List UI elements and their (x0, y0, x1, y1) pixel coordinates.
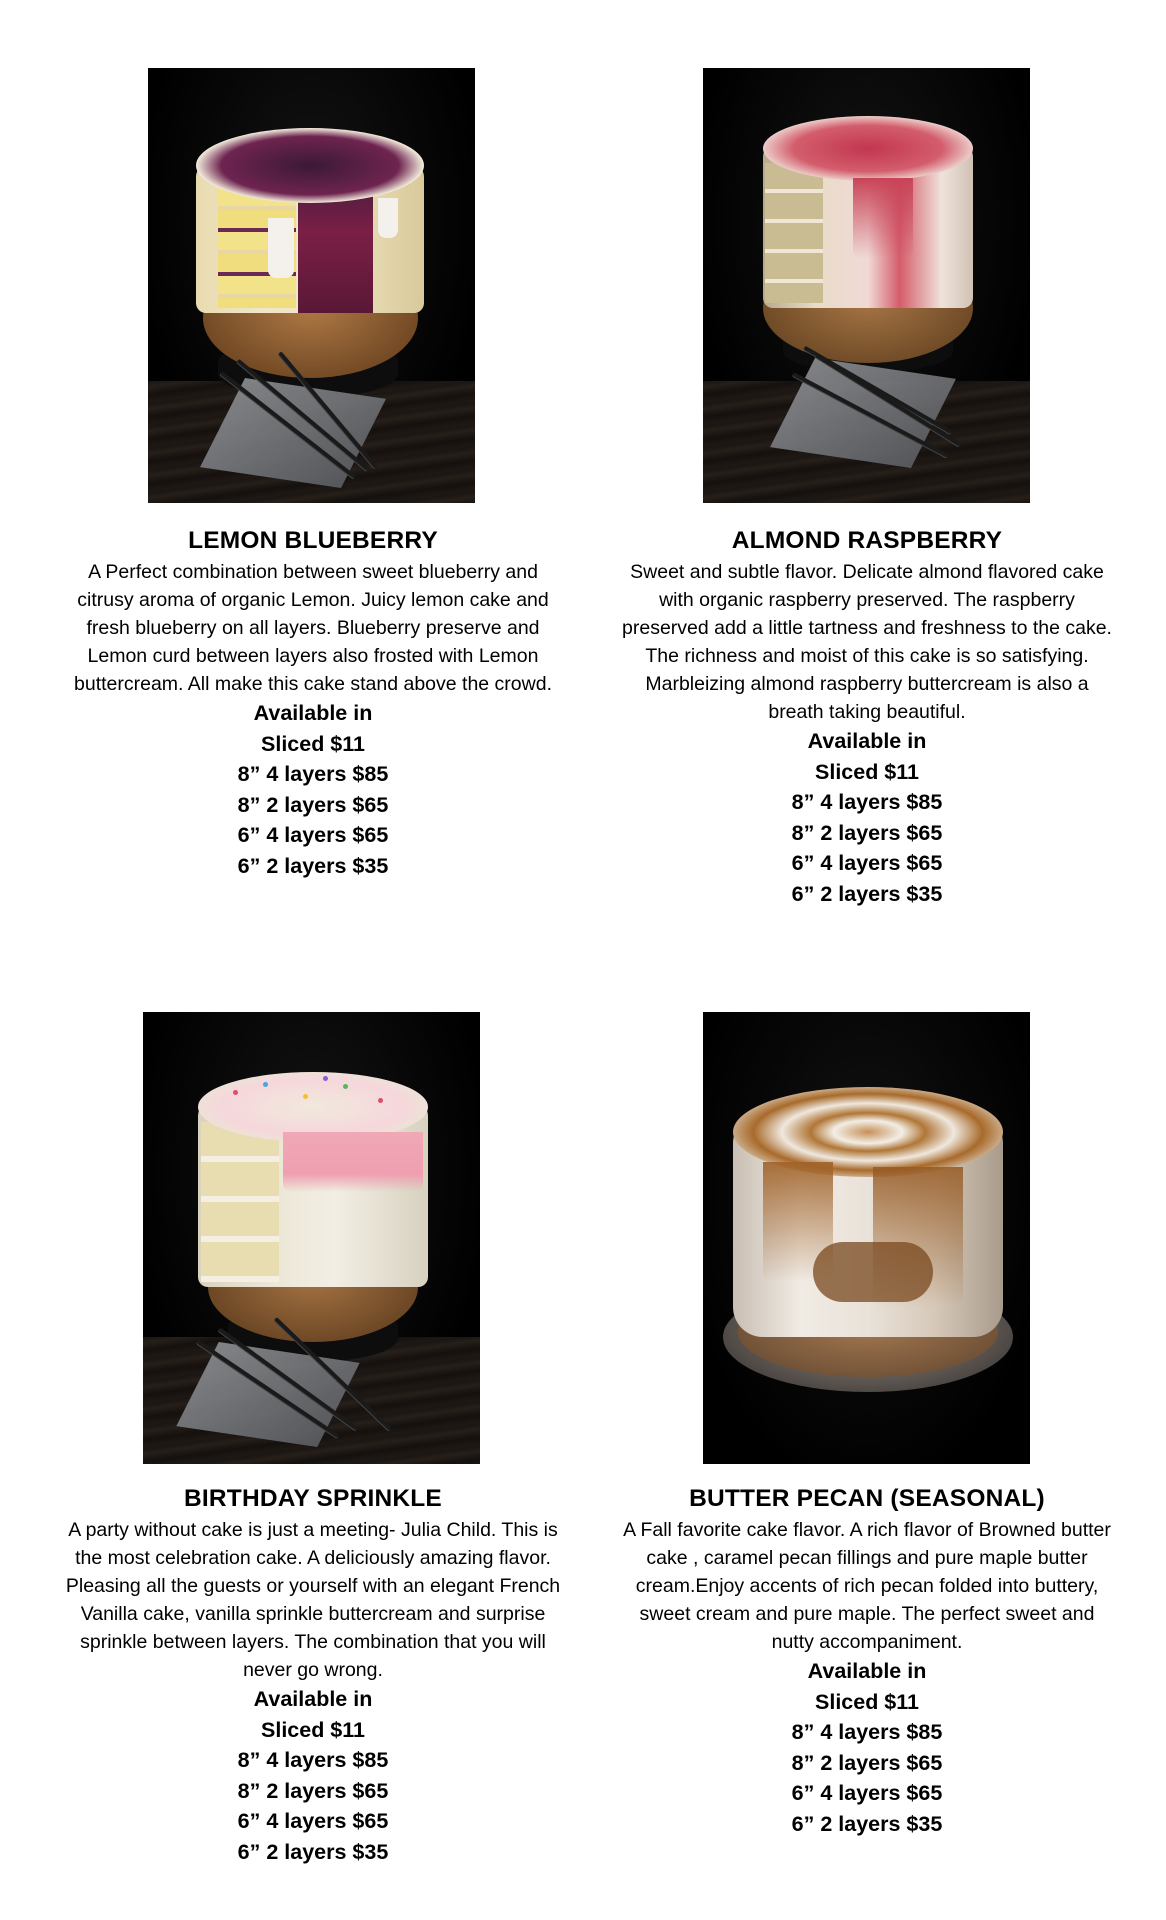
lemon-blueberry-cake-photo (148, 68, 475, 503)
price-sliced: Sliced $11 (261, 1717, 365, 1742)
price-8in-4-layers: 8” 4 layers $85 (791, 1720, 943, 1744)
butter-pecan-cake-photo (703, 1012, 1030, 1464)
price-8in-2-layers: 8” 2 layers $65 (237, 792, 389, 817)
price-6in-4-layers: 6” 4 layers $65 (791, 851, 943, 875)
cake-description: Sweet and subtle flavor. Delicate almond flavored cake with organic raspberry preserved. The raspberry preserved add a little tartness and freshness to the cake. The richness and moist of this cake is so satisfying. Marbleizing almond raspberry buttercream is also a breath taking beautiful. (622, 561, 1112, 723)
cake-description: A Fall favorite cake flavor. A rich flavor of Browned butter cake , caramel pecan fillings and pure maple butter cream.Enjoy accents of rich pecan folded into buttery, sweet cream and pure maple. The perfect sweet and nutty accompaniment. (623, 1519, 1111, 1653)
available-label: Available in (807, 1659, 927, 1683)
cake-title: BIRTHDAY SPRINKLE (184, 1485, 442, 1512)
birthday-sprinkle-cake-photo (143, 1012, 480, 1464)
available-label: Available in (253, 701, 373, 725)
available-label: Available in (253, 1687, 373, 1711)
cake-title: ALMOND RASPBERRY (731, 527, 1003, 554)
price-8in-4-layers: 8” 4 layers $85 (237, 1748, 389, 1772)
cake-card-almond-raspberry (622, 526, 1112, 909)
price-8in-2-layers: 8” 2 layers $65 (237, 1778, 389, 1803)
price-8in-2-layers: 8” 2 layers $65 (791, 820, 943, 845)
available-label: Available in (807, 729, 927, 753)
price-6in-2-layers: 6” 2 layers $35 (791, 1811, 943, 1836)
cake-title: BUTTER PECAN (SEASONAL) (689, 1485, 1045, 1512)
cake-description: A Perfect combination between sweet blueberry and citrusy aroma of organic Lemon. Juicy lemon cake and fresh blueberry on all layers. Blueberry preserve and Lemon curd between layers also frosted with Lemon buttercream. All make this cake stand above the crowd. (74, 561, 552, 695)
price-list (63, 1715, 563, 1868)
price-list (622, 757, 1112, 910)
price-8in-4-layers: 8” 4 layers $85 (791, 790, 943, 814)
price-sliced: Sliced $11 (815, 759, 919, 784)
price-list (617, 1687, 1117, 1840)
price-6in-2-layers: 6” 2 layers $35 (237, 853, 389, 878)
almond-raspberry-cake-photo (703, 68, 1030, 503)
price-6in-4-layers: 6” 4 layers $65 (237, 823, 389, 847)
cake-card-butter-pecan (617, 1484, 1117, 1839)
price-6in-4-layers: 6” 4 layers $65 (791, 1781, 943, 1805)
price-6in-2-layers: 6” 2 layers $35 (791, 881, 943, 906)
price-6in-2-layers: 6” 2 layers $35 (237, 1839, 389, 1864)
cake-description: A party without cake is just a meeting- Julia Child. This is the most celebration cake. A deliciously amazing flavor. Pleasing all the guests or yourself with an elegant French Vanilla cake, vanilla sprinkle buttercream and surprise sprinkle between layers. The combination that you will never go wrong. (65, 1519, 561, 1681)
price-sliced: Sliced $11 (815, 1689, 919, 1714)
price-sliced: Sliced $11 (261, 731, 365, 756)
cake-card-lemon-blueberry (68, 526, 558, 881)
price-8in-4-layers: 8” 4 layers $85 (237, 762, 389, 786)
cake-card-birthday-sprinkle (63, 1484, 563, 1867)
price-6in-4-layers: 6” 4 layers $65 (237, 1809, 389, 1833)
cake-title: LEMON BLUEBERRY (188, 527, 438, 554)
price-list (68, 729, 558, 882)
price-8in-2-layers: 8” 2 layers $65 (791, 1750, 943, 1775)
